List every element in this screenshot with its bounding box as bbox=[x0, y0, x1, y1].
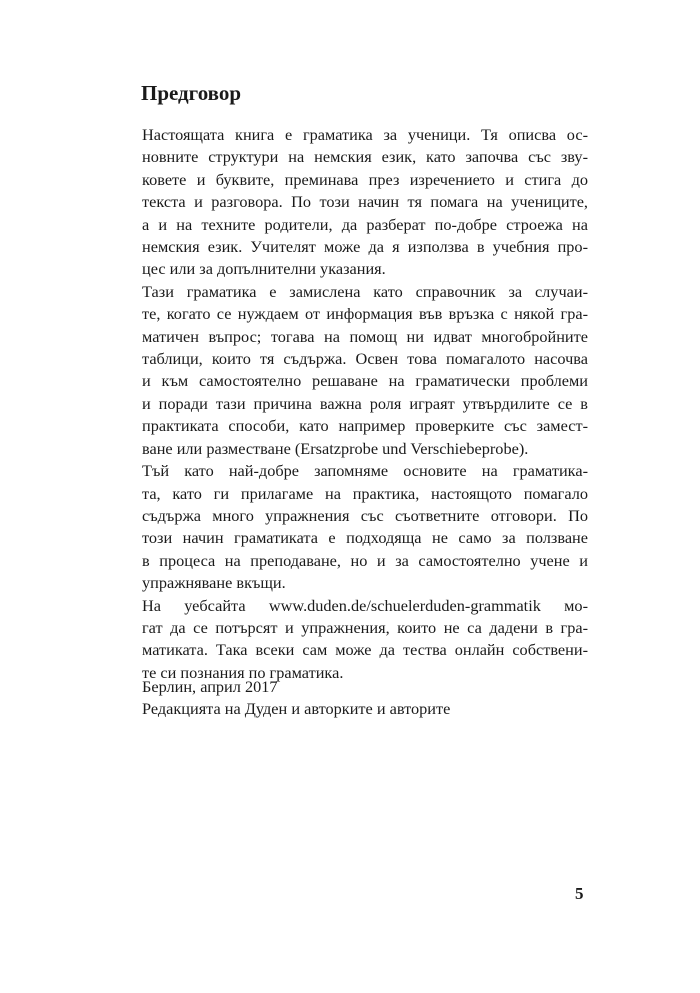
signoff bbox=[142, 676, 450, 721]
text-line: матиката. Така всеки сам може да тества онлайн собствени- bbox=[142, 640, 588, 660]
preface-heading: Предговор bbox=[141, 81, 242, 105]
text-line: новните структури на немския език, като започва със зву- bbox=[142, 147, 588, 167]
text-line: На уебсайта www.duden.de/schuelerduden-grammatik мо- bbox=[142, 595, 588, 615]
text-line: практиката способи, като например проверките със замест- bbox=[142, 416, 588, 436]
signoff-place-date: Берлин, април 2017 bbox=[142, 677, 278, 696]
text-line: ване или разместване (Ersatzprobe und Verschiebeprobe). bbox=[142, 438, 529, 458]
text-line: Тази граматика е замислена като справочник за случаи- bbox=[142, 281, 588, 301]
text-line: Тъй като най-добре запомняме основите на граматика- bbox=[142, 461, 588, 481]
text-line: матичен въпрос; тогава на помощ ни идват многобройните bbox=[142, 326, 588, 346]
signoff-authors: Редакцията на Дуден и авторките и авторите bbox=[142, 699, 451, 719]
page-number: 5 bbox=[575, 884, 584, 903]
text-line: немския език. Учителят може да я използва в учебния про- bbox=[142, 237, 588, 257]
text-line: Настоящата книга е граматика за ученици. Тя описва ос- bbox=[142, 125, 588, 144]
paragraph-4 bbox=[142, 595, 588, 685]
text-line: упражняване вкъщи. bbox=[142, 573, 286, 593]
text-line: та, като ги прилагаме на практика, настоящото помагало bbox=[142, 483, 588, 503]
paragraph-1 bbox=[142, 124, 588, 281]
paragraph-3 bbox=[142, 460, 588, 594]
text-line: в процеса на преподаване, но и за самостоятелно учене и bbox=[142, 550, 588, 570]
text-line: таблици, които тя съдържа. Освен това помагалото насочва bbox=[142, 349, 588, 369]
text-line: и поради тази причина важна роля играят утвърдилите се в bbox=[142, 393, 588, 413]
text-line: те си познания по граматика. bbox=[142, 662, 344, 682]
text-line: цес или за допълнителни указания. bbox=[142, 259, 386, 279]
preface-body bbox=[142, 124, 588, 684]
text-line: съдържа много упражнения със съответните отговори. По bbox=[142, 505, 588, 525]
text-line: текста и разговора. По този начин тя помага на учениците, bbox=[142, 192, 588, 212]
paragraph-2 bbox=[142, 281, 588, 460]
text-line: а и на техните родители, да разберат по-добре строежа на bbox=[142, 214, 588, 234]
text-line: те, когато се нуждаем от информация във връзка с някой гра- bbox=[142, 304, 588, 324]
text-line: гат да се потърсят и упражнения, които не са дадени в гра- bbox=[142, 617, 588, 637]
text-line: този начин граматиката е подходяща не само за ползване bbox=[142, 528, 588, 548]
text-line: и към самостоятелно решаване на граматически проблеми bbox=[142, 371, 588, 391]
text-line: ковете и буквите, преминава през изречението и стига до bbox=[142, 169, 588, 189]
